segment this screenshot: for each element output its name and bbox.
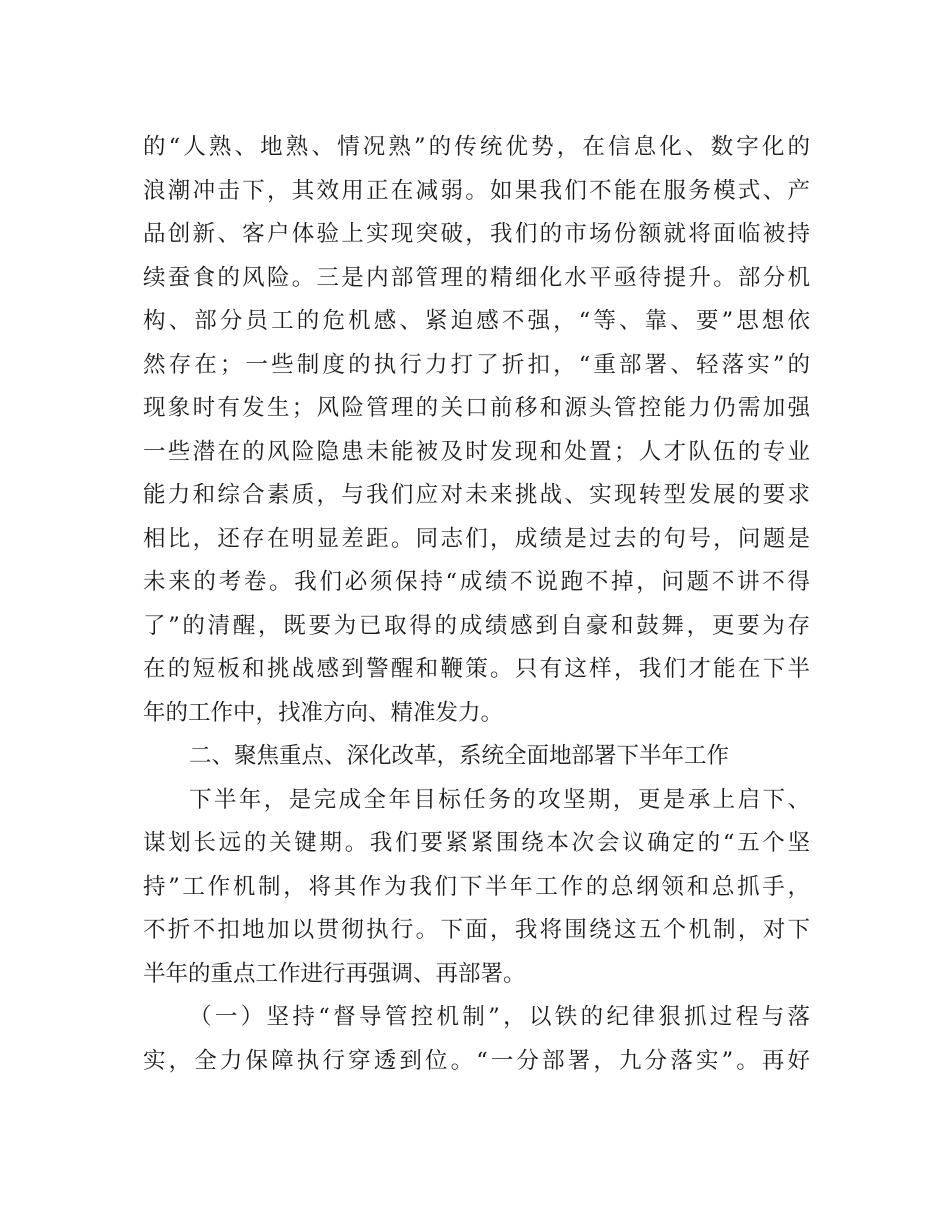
text-line: 构、部分员工的危机感、紧迫感不强，“等、靠、要”思想依 bbox=[143, 308, 810, 334]
text-line: 浪潮冲击下，其效用正在减弱。如果我们不能在服务模式、产 bbox=[143, 177, 810, 204]
text-line: 了”的清醒，既要为已取得的成绩感到自豪和鼓舞，更要为存 bbox=[143, 612, 810, 639]
text-line: 然存在；一些制度的执行力打了折扣，“重部署、轻落实”的 bbox=[143, 351, 810, 378]
text-line: 半年的重点工作进行再强调、再部署。 bbox=[143, 960, 526, 987]
text-line: 一些潜在的风险隐患未能被及时发现和处置；人才队伍的专业 bbox=[143, 438, 810, 465]
text-line: 不折不扣地加以贯彻执行。下面，我将围绕这五个机制，对下 bbox=[143, 917, 810, 943]
text-line: 的“人熟、地熟、情况熟”的传统优势，在信息化、数字化的 bbox=[143, 134, 810, 160]
text-line: 相比，还存在明显差距。同志们，成绩是过去的句号，问题是 bbox=[143, 525, 810, 552]
text-line: 品创新、客户体验上实现突破，我们的市场份额就将面临被持 bbox=[143, 221, 810, 247]
text-line: 持”工作机制，将其作为我们下半年工作的总纲领和总抓手， bbox=[143, 873, 810, 900]
subsection-heading-line: （一）坚持“督导管控机制”，以铁的纪律狠抓过程与落 bbox=[189, 1004, 810, 1030]
body-text bbox=[143, 126, 810, 1083]
text-line: 谋划长远的关键期。我们要紧紧围绕本次会议确定的“五个坚 bbox=[143, 830, 810, 856]
text-line: 在的短板和挑战感到警醒和鞭策。只有这样，我们才能在下半 bbox=[143, 656, 810, 682]
text-line: 未来的考卷。我们必须保持“成绩不说跑不掉，问题不讲不得 bbox=[143, 569, 810, 595]
text-line: 现象时有发生；风险管理的关口前移和源头管控能力仍需加强 bbox=[143, 395, 810, 421]
text-line: 续蚕食的风险。三是内部管理的精细化水平亟待提升。部分机 bbox=[143, 264, 810, 291]
text-line: 年的工作中，找准方向、精准发力。 bbox=[143, 699, 504, 726]
text-line: 能力和综合素质，与我们应对未来挑战、实现转型发展的要求 bbox=[143, 482, 810, 508]
text-line: 下半年，是完成全年目标任务的攻坚期，更是承上启下、 bbox=[189, 786, 810, 813]
text-line: 实，全力保障执行穿透到位。“一分部署，九分落实”。再好 bbox=[143, 1047, 810, 1074]
section-heading: 二、聚焦重点、深化改革，系统全面地部署下半年工作 bbox=[189, 743, 730, 769]
